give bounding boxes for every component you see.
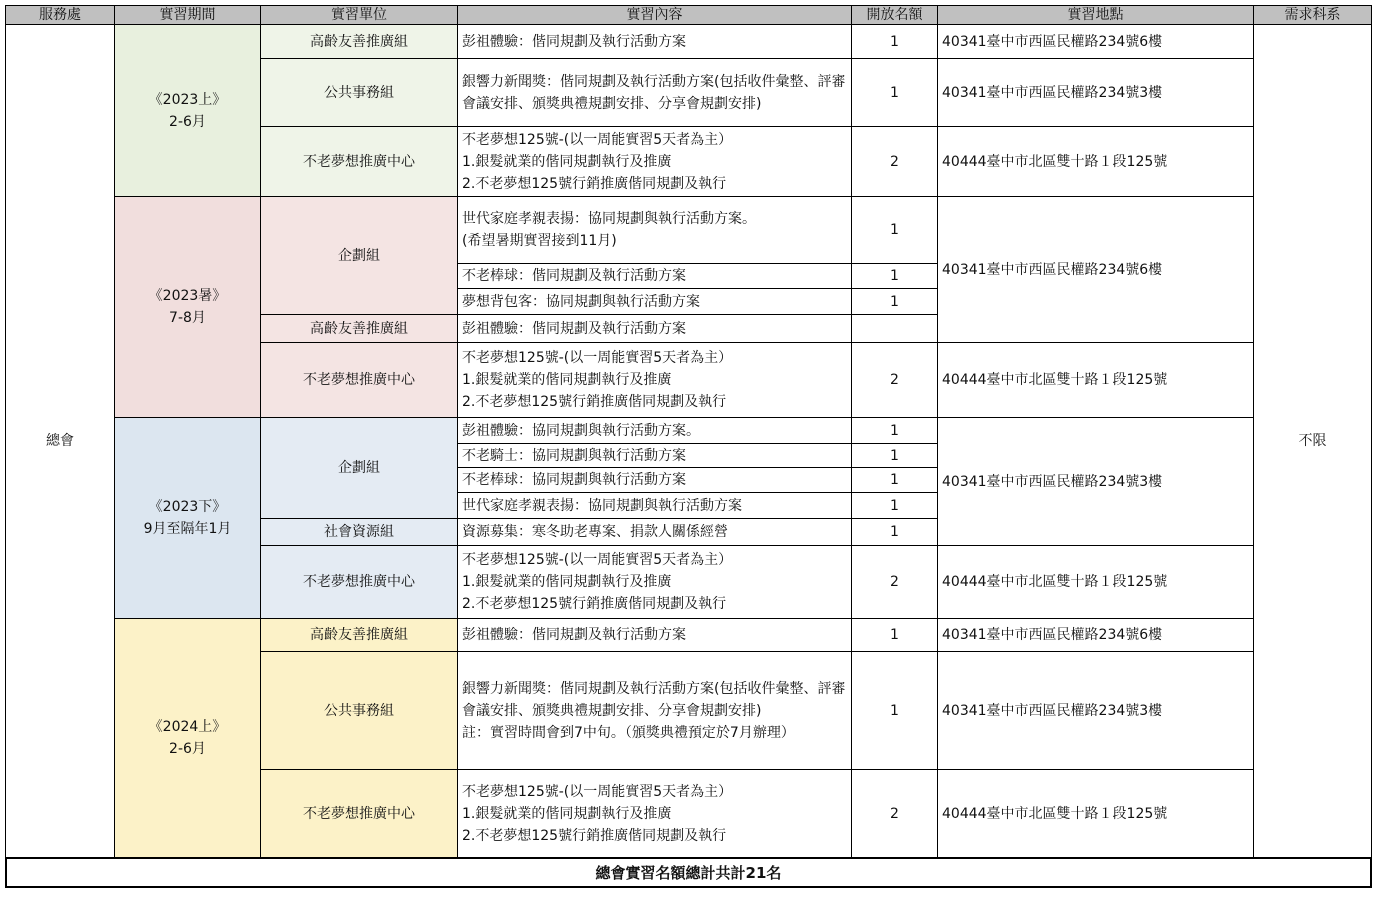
quota-cell bbox=[851, 288, 938, 315]
location-cell bbox=[937, 126, 1254, 197]
content-cell bbox=[457, 467, 852, 493]
unit-cell-text: 不老夢想推廣中心 bbox=[303, 153, 415, 170]
quota-cell bbox=[851, 342, 938, 418]
content-cell-text: 彭祖體驗：偕同規劃及執行活動方案 bbox=[462, 320, 686, 337]
unit-cell bbox=[260, 196, 458, 315]
quota-cell bbox=[851, 618, 938, 652]
content-cell bbox=[457, 443, 852, 468]
content-cell-text: 銀響力新聞獎：偕同規劃及執行活動方案(包括收件彙整、評審會議安排、頒獎典禮規劃安排、分享會規劃安排) 註：實習時間會到7中旬。（頒獎典禮預定於7月辦理） bbox=[462, 680, 846, 741]
content-cell-text: 世代家庭孝親表揚：協同規劃與執行活動方案 bbox=[462, 497, 742, 514]
content-cell bbox=[457, 263, 852, 289]
content-cell-text: 彭祖體驗：偕同規劃及執行活動方案 bbox=[462, 627, 686, 643]
location-cell bbox=[937, 618, 1254, 652]
unit-cell-text: 公共事務組 bbox=[324, 702, 394, 719]
header-location-text: 實習地點 bbox=[1067, 7, 1124, 23]
period-cell-text: 《2023下》 9月至隔年1月 bbox=[143, 499, 232, 537]
quota-cell-text: 2 bbox=[890, 372, 899, 388]
quota-cell-text: 1 bbox=[890, 293, 899, 310]
content-cell-text: 彭祖體驗：偕同規劃及執行活動方案 bbox=[462, 33, 686, 50]
content-cell-text: 銀響力新聞獎：偕同規劃及執行活動方案(包括收件彙整、評審會議安排、頒獎典禮規劃安排、分享會規劃安排) bbox=[462, 73, 846, 112]
content-cell bbox=[457, 288, 852, 315]
location-cell bbox=[937, 342, 1254, 418]
content-cell bbox=[457, 58, 852, 127]
location-cell bbox=[937, 196, 1254, 343]
unit-cell bbox=[260, 769, 458, 858]
quota-cell-empty bbox=[851, 314, 938, 343]
unit-cell bbox=[260, 545, 458, 619]
content-cell-text: 不老夢想125號-(以一周能實習5天者為主） 1.銀髮就業的偕同規劃執行及推廣 2.不老夢想125號行銷推廣偕同規劃及執行 bbox=[462, 350, 733, 410]
header-period-text: 實習期間 bbox=[159, 7, 216, 23]
period-cell bbox=[114, 196, 261, 418]
period-cell-text: 《2023暑》 7-8月 bbox=[148, 288, 227, 326]
header-quota bbox=[851, 5, 938, 25]
total-quota-footer bbox=[5, 857, 1372, 888]
location-cell-text: 40444臺中市北區雙十路１段125號 bbox=[942, 805, 1168, 822]
unit-cell bbox=[260, 58, 458, 127]
quota-cell-text: 1 bbox=[890, 422, 899, 439]
unit-cell bbox=[260, 518, 458, 546]
unit-cell-text: 高齡友善推廣組 bbox=[310, 627, 408, 643]
quota-cell-text: 1 bbox=[890, 472, 899, 488]
content-cell bbox=[457, 314, 852, 343]
header-location bbox=[937, 5, 1254, 25]
location-cell bbox=[937, 769, 1254, 858]
content-cell bbox=[457, 651, 852, 770]
service-office-cell-text: 總會 bbox=[46, 433, 74, 449]
quota-cell-text: 1 bbox=[890, 447, 899, 464]
period-cell bbox=[114, 24, 261, 197]
quota-cell bbox=[851, 196, 938, 264]
content-cell-text: 不老夢想125號-(以一周能實習5天者為主） 1.銀髮就業的偕同規劃執行及推廣 2.不老夢想125號行銷推廣偕同規劃及執行 bbox=[462, 783, 733, 844]
unit-cell-text: 不老夢想推廣中心 bbox=[303, 574, 415, 590]
header-quota-text: 開放名額 bbox=[866, 7, 923, 23]
period-cell bbox=[114, 618, 261, 858]
period-cell-text: 《2024上》 2-6月 bbox=[148, 719, 227, 757]
location-cell-text: 40444臺中市北區雙十路１段125號 bbox=[942, 574, 1168, 590]
quota-cell-text: 2 bbox=[890, 153, 899, 170]
quota-cell-text: 1 bbox=[890, 268, 899, 284]
header-period bbox=[114, 5, 261, 25]
quota-cell bbox=[851, 24, 938, 59]
quota-cell bbox=[851, 467, 938, 493]
unit-cell bbox=[260, 24, 458, 59]
content-cell-text: 彭祖體驗：協同規劃與執行活動方案。 bbox=[462, 422, 700, 439]
header-unit-text: 實習單位 bbox=[331, 7, 387, 23]
header-service-office bbox=[5, 5, 115, 25]
content-cell bbox=[457, 492, 852, 519]
content-cell-text: 夢想背包客：協同規劃與執行活動方案 bbox=[462, 293, 700, 310]
quota-cell-text: 1 bbox=[890, 33, 899, 50]
location-cell-text: 40341臺中市西區民權路234號6樓 bbox=[942, 33, 1163, 50]
unit-cell-text: 公共事務組 bbox=[324, 84, 394, 101]
unit-cell-text: 不老夢想推廣中心 bbox=[303, 372, 415, 388]
location-cell-text: 40444臺中市北區雙十路１段125號 bbox=[942, 153, 1168, 170]
unit-cell-text: 高齡友善推廣組 bbox=[310, 33, 408, 50]
content-cell bbox=[457, 342, 852, 418]
unit-cell-text: 企劃組 bbox=[338, 460, 380, 476]
unit-cell bbox=[260, 651, 458, 770]
unit-cell-text: 高齡友善推廣組 bbox=[310, 320, 408, 337]
quota-cell bbox=[851, 769, 938, 858]
quota-cell bbox=[851, 443, 938, 468]
quota-cell-text: 2 bbox=[890, 805, 899, 822]
content-cell-text: 不老夢想125號-(以一周能實習5天者為主） 1.銀髮就業的偕同規劃執行及推廣 2.不老夢想125號行銷推廣偕同規劃及執行 bbox=[462, 552, 733, 612]
quota-cell bbox=[851, 492, 938, 519]
period-cell bbox=[114, 417, 261, 619]
location-cell-text: 40341臺中市西區民權路234號6樓 bbox=[942, 627, 1163, 643]
content-cell bbox=[457, 126, 852, 197]
unit-cell bbox=[260, 314, 458, 343]
content-cell-text: 不老棒球：協同規劃與執行活動方案 bbox=[462, 472, 686, 488]
header-dept-text: 需求科系 bbox=[1284, 7, 1341, 23]
location-cell bbox=[937, 417, 1254, 546]
quota-cell bbox=[851, 263, 938, 289]
content-cell bbox=[457, 618, 852, 652]
total-quota-footer-text: 總會實習名額總計共計21名 bbox=[595, 863, 782, 882]
location-cell bbox=[937, 651, 1254, 770]
unit-cell-text: 社會資源組 bbox=[324, 524, 394, 540]
content-cell bbox=[457, 545, 852, 619]
quota-cell-text: 1 bbox=[890, 222, 899, 238]
content-cell-text: 不老騎士：協同規劃與執行活動方案 bbox=[462, 447, 686, 464]
content-cell bbox=[457, 417, 852, 444]
quota-cell-text: 1 bbox=[890, 702, 899, 719]
location-cell-text: 40444臺中市北區雙十路１段125號 bbox=[942, 372, 1168, 388]
unit-cell-text: 企劃組 bbox=[338, 247, 380, 264]
location-cell bbox=[937, 24, 1254, 59]
service-office-cell bbox=[5, 24, 115, 858]
header-content-text: 實習內容 bbox=[626, 7, 683, 23]
header-content bbox=[457, 5, 852, 25]
quota-cell bbox=[851, 417, 938, 444]
unit-cell bbox=[260, 618, 458, 652]
unit-cell-text: 不老夢想推廣中心 bbox=[303, 805, 415, 822]
content-cell-text: 不老棒球：偕同規劃及執行活動方案 bbox=[462, 268, 686, 284]
required-dept-cell-text: 不限 bbox=[1298, 433, 1327, 449]
location-cell-text: 40341臺中市西區民權路234號6樓 bbox=[942, 261, 1163, 278]
location-cell-text: 40341臺中市西區民權路234號3樓 bbox=[942, 84, 1163, 101]
required-dept-cell bbox=[1253, 24, 1372, 858]
content-cell bbox=[457, 24, 852, 59]
quota-cell-text: 1 bbox=[890, 524, 899, 540]
quota-cell-text: 1 bbox=[890, 497, 899, 514]
quota-cell bbox=[851, 126, 938, 197]
header-unit bbox=[260, 5, 458, 25]
location-cell-text: 40341臺中市西區民權路234號3樓 bbox=[942, 702, 1163, 719]
location-cell bbox=[937, 58, 1254, 127]
quota-cell-text: 1 bbox=[890, 627, 899, 643]
content-cell-text: 資源募集：寒冬助老專案、捐款人關係經營 bbox=[462, 524, 728, 540]
content-cell bbox=[457, 769, 852, 858]
quota-cell-text: 1 bbox=[890, 84, 899, 101]
content-cell bbox=[457, 196, 852, 264]
period-cell-text: 《2023上》 2-6月 bbox=[148, 91, 227, 130]
unit-cell bbox=[260, 126, 458, 197]
location-cell-text: 40341臺中市西區民權路234號3樓 bbox=[942, 473, 1163, 490]
unit-cell bbox=[260, 342, 458, 418]
quota-cell bbox=[851, 651, 938, 770]
quota-cell bbox=[851, 518, 938, 546]
header-service-office-text: 服務處 bbox=[39, 7, 81, 23]
header-dept bbox=[1253, 5, 1372, 25]
quota-cell bbox=[851, 58, 938, 127]
content-cell-text: 世代家庭孝親表揚：協同規劃與執行活動方案。 (希望暑期實習接到11月) bbox=[462, 211, 756, 249]
quota-cell-text: 2 bbox=[890, 574, 899, 590]
location-cell bbox=[937, 545, 1254, 619]
content-cell bbox=[457, 518, 852, 546]
unit-cell bbox=[260, 417, 458, 519]
content-cell-text: 不老夢想125號-(以一周能實習5天者為主） 1.銀髮就業的偕同規劃執行及推廣 2.不老夢想125號行銷推廣偕同規劃及執行 bbox=[462, 131, 733, 192]
quota-cell bbox=[851, 545, 938, 619]
